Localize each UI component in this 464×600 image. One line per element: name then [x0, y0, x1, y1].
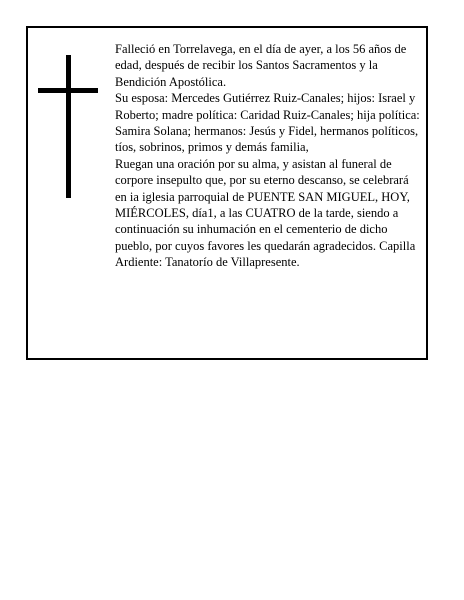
family-members-paragraph: Su esposa: Mercedes Gutiérrez Ruiz-Canales; hijos: Israel y Roberto; madre política: Caridad Ruiz-Canales; hija política: Samira Solana; hermanos: Jesús y Fidel, hermanos políticos, tíos, sobrinos, primos y demás familia,	[115, 91, 420, 155]
cross-horizontal-bar	[38, 88, 98, 93]
obituary-text	[115, 41, 421, 271]
latin-cross-icon	[38, 55, 98, 198]
obituary-notice	[26, 26, 428, 360]
death-announcement-paragraph: Falleció en Torrelavega, en el día de ayer, a los 56 años de edad, después de recibir los Santos Sacramentos y la Bendición Apostólica.	[115, 42, 407, 89]
funeral-details-paragraph: Ruegan una oración por su alma, y asistan al funeral de corpore insepulto que, por su eterno descanso, se celebrará en ia iglesia parroquial de PUENTE SAN MIGUEL, HOY, MIÉRCOLES, día1, a las CUATRO de la tarde, siendo a continuación su inhumación en el cementerio de dicho pueblo, por cuyos favores les quedarán agradecidos. Capilla Ardiente: Tanatorío de Villapresente.	[115, 156, 416, 270]
cross-vertical-bar	[66, 55, 71, 198]
